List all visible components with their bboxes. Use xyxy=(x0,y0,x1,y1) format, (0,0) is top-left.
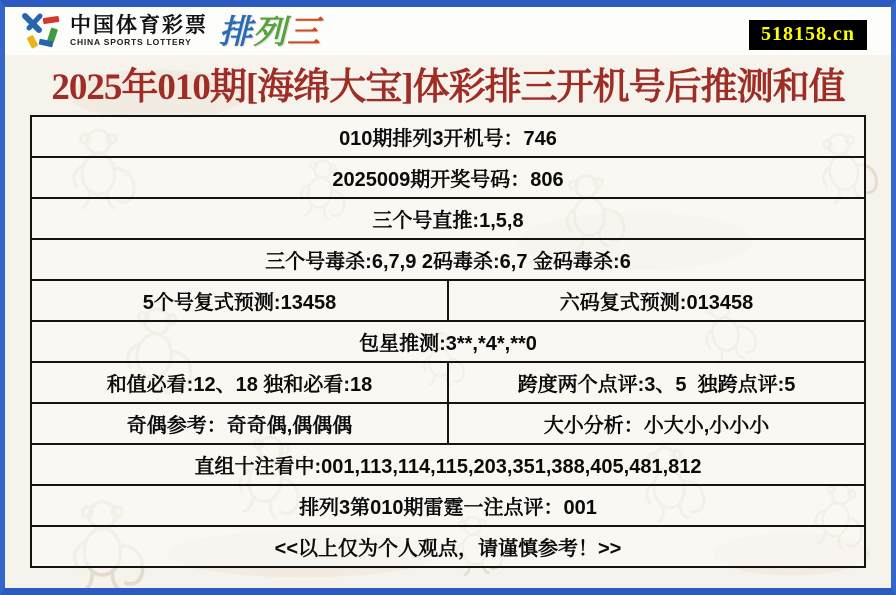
span-comment-text: 跨度两个点评:3、5 独跨点评:5 xyxy=(447,363,864,402)
three-direct-pick-text: 三个号直推:1,5,8 xyxy=(372,210,524,232)
page-title: 2025年010期[海绵大宝]体彩排三开机号后推测和值 xyxy=(51,67,845,108)
row-three-direct-pick xyxy=(30,197,866,240)
brand-char-2: 列 xyxy=(253,12,287,50)
row-kill-numbers xyxy=(30,238,866,281)
brand-char-3: 三 xyxy=(287,12,321,50)
kill-numbers-text: 三个号毒杀:6,7,9 2码毒杀:6,7 金码毒杀:6 xyxy=(265,251,631,273)
big-small-analysis-text: 大小分析：小大小,小小小 xyxy=(447,404,864,443)
row-disclaimer xyxy=(30,525,866,568)
sports-lottery-emblem-icon xyxy=(19,10,63,52)
row-ten-picks xyxy=(30,443,866,486)
logo-english-name: CHINA SPORTS LOTTERY xyxy=(70,37,192,48)
row-opening-number xyxy=(30,115,866,158)
single-note-pick-text: 排列3第010期雷霆一注点评：001 xyxy=(299,497,597,519)
china-sports-lottery-logo xyxy=(19,10,321,52)
opening-number-text: 010期排列3开机号：746 xyxy=(339,128,557,150)
odd-even-reference-text: 奇偶参考：奇奇偶,偶偶偶 xyxy=(126,415,353,437)
six-number-complex-text: 六码复式预测:013458 xyxy=(447,281,864,320)
row-last-draw-result xyxy=(30,156,866,199)
row-sum-and-span xyxy=(30,361,866,404)
prediction-table xyxy=(30,115,866,568)
row-complex-predictions xyxy=(30,279,866,322)
row-parity-and-size xyxy=(30,402,866,445)
site-url-badge: 518158.cn xyxy=(749,20,867,50)
logo-text-block xyxy=(70,15,208,47)
header-bar xyxy=(5,7,891,55)
sum-watch-text: 和值必看:12、18 独和必看:18 xyxy=(106,374,373,396)
row-star-prediction xyxy=(30,320,866,363)
logo-chinese-name: 中国体育彩票 xyxy=(70,14,208,38)
last-draw-text: 2025009期开奖号码：806 xyxy=(332,169,564,191)
disclaimer-text: <<以上仅为个人观点，请谨慎参考！>> xyxy=(274,538,622,560)
star-prediction-text: 包星推测:3**,*4*,**0 xyxy=(359,333,537,355)
brand-char-1: 排 xyxy=(219,12,253,50)
ten-picks-text: 直组十注看中:001,113,114,115,203,351,388,405,481,812 xyxy=(194,456,702,478)
row-single-note-pick xyxy=(30,484,866,527)
five-number-complex-text: 5个号复式预测:13458 xyxy=(142,292,337,314)
brand-pailie3 xyxy=(219,12,321,50)
